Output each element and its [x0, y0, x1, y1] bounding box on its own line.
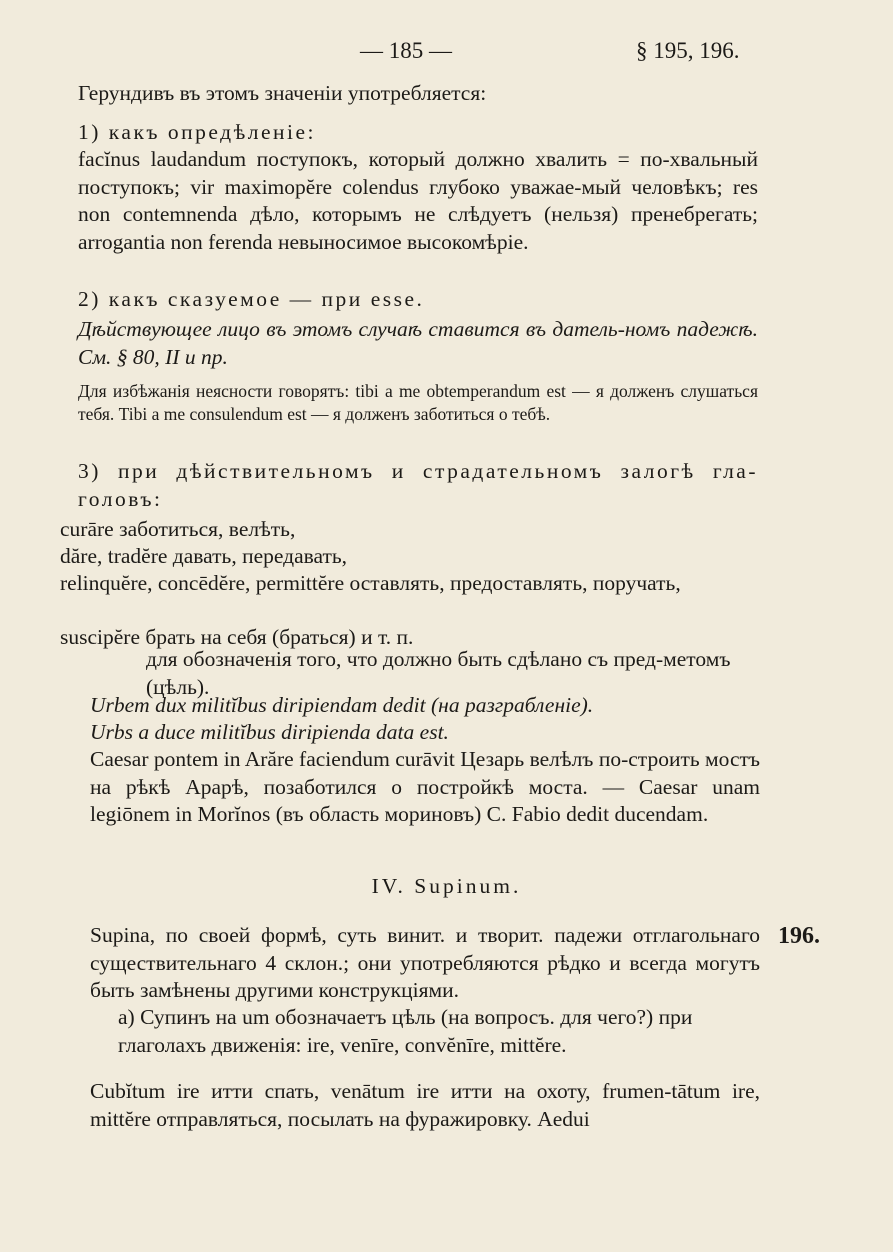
- verb-suscipere: suscipĕre брать на себя (браться) и т. п.: [60, 625, 414, 649]
- intro-line: Герундивъ въ этомъ значеніи употребляется:: [78, 81, 487, 105]
- item-2-rule: Дѣйствующее лицо въ этомъ случаѣ ставится въ датель-номъ падежѣ. См. § 80, II и пр.: [78, 317, 758, 369]
- purpose-note: для обозначенія того, что должно быть сдѣлано съ пред-метомъ (цѣль).: [146, 647, 731, 699]
- verb-curare: curāre заботиться, велѣть,: [60, 517, 296, 541]
- item-1-examples: facĭnus laudandum поступокъ, который должно хвалить = по-хвальный поступокъ; vir maximopĕre colendus глубоко уважае-мый человѣкъ; res non contemnenda дѣло, которымъ не слѣдуетъ (нельзя) пренебрегать; arrogantia non ferenda невыносимое высокомѣріе.: [78, 147, 758, 254]
- section-margin-number: 196.: [778, 923, 820, 949]
- section-title: IV. Supinum.: [371, 874, 522, 898]
- footnote: Для избѣжанія неясности говорятъ: tibi a me obtemperandum est — я долженъ слушаться тебя. Tibi a me consulendum est — я долженъ заботиться о тебѣ.: [78, 381, 758, 424]
- item-2-heading: 2) какъ сказуемое — при esse.: [78, 287, 425, 311]
- verb-dare: dăre, tradĕre давать, передавать,: [60, 544, 348, 568]
- example-urbem: Urbem dux militĭbus diripiendam dedit (на разграбленіе).: [90, 693, 594, 717]
- supinum-rule-a: a) Супинъ на um обозначаетъ цѣль (на вопросъ. для чего?) при глаголахъ движенія: ire, venīre, convĕnīre, mittĕre.: [118, 1005, 693, 1057]
- section-reference: § 195, 196.: [636, 38, 740, 63]
- verb-relinquere: relinquĕre, concēdĕre, permittĕre оставлять, предоставлять, поручать,: [60, 571, 681, 595]
- item-3-heading: 3) при дѣйствительномъ и страдательномъ залогѣ гла-головъ:: [78, 459, 758, 511]
- supinum-examples: Cubĭtum ire итти спать, venātum ire итти на охоту, frumen-tātum ire, mittĕre отправляться, посылать на фуражировку. Aedui: [90, 1079, 760, 1131]
- example-urbs: Urbs a duce militĭbus diripienda data est.: [90, 720, 449, 744]
- example-caesar: Caesar pontem in Arăre faciendum curāvit Цезарь велѣлъ по-строить мостъ на рѣкѣ Арарѣ, позаботился о постройкѣ моста. — Caesar unam legiōnem in Morĭnos (въ область мориновъ) C. Fabio dedit ducendam.: [90, 747, 760, 826]
- supina-intro: Supina, по своей формѣ, суть винит. и творит. падежи отглагольнаго существительнаго 4 склон.; они употребляются рѣдко и всегда могутъ быть замѣнены другими конструкціями.: [90, 923, 760, 1002]
- page-number: — 185 —: [360, 38, 452, 63]
- item-1-heading: 1) какъ опредѣленіе:: [78, 120, 317, 144]
